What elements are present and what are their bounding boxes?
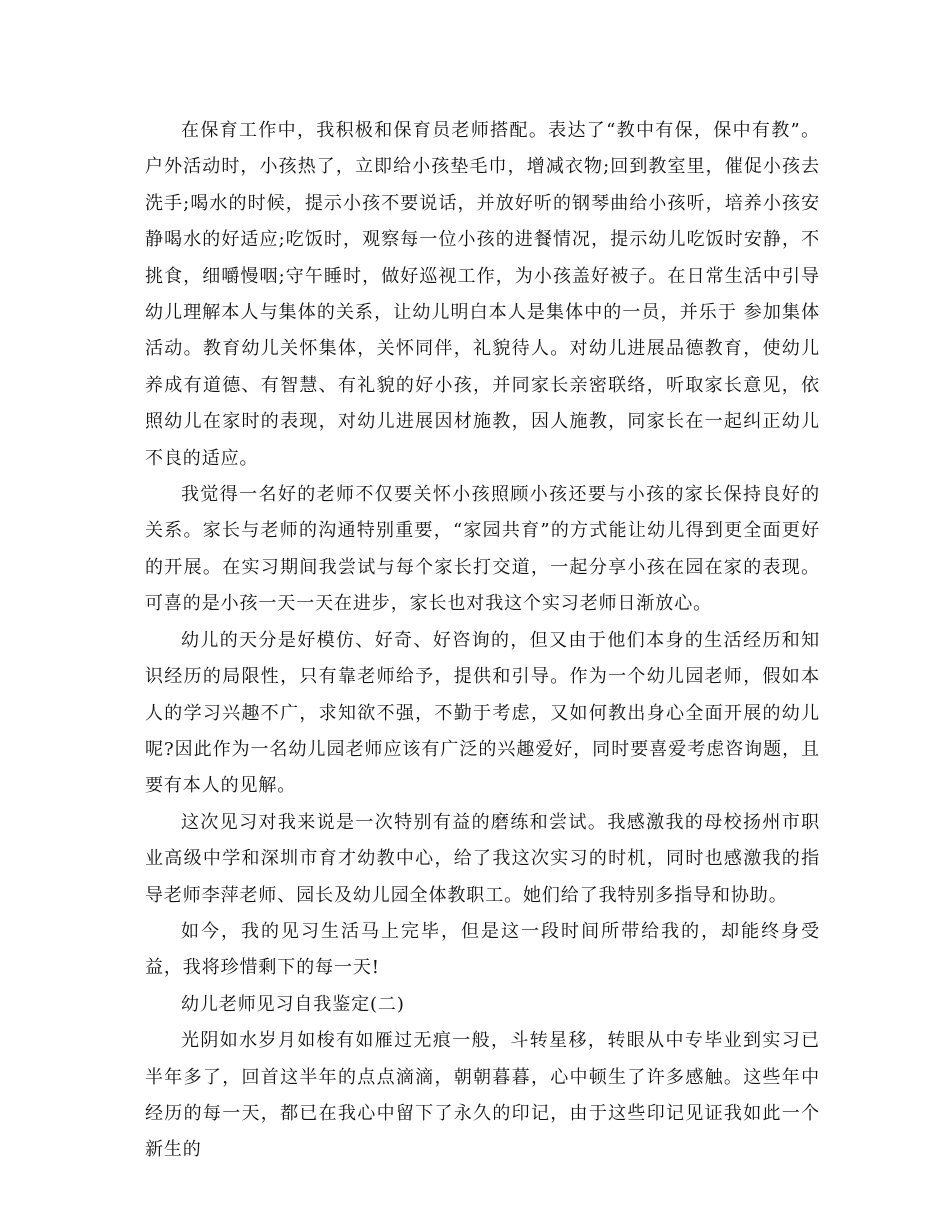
paragraph-gratitude: 这次见习对我来说是一次特别有益的磨练和尝试。我感激我的母校扬州市职业高级中学和深圳市育才幼教中心，给了我这次实习的时机，同时也感激我的指导老师李萍老师、园长及幼儿园全体教职工。她们给了我特别多指导和协助。 bbox=[145, 811, 820, 906]
paragraph-teacher-interests: 幼儿的天分是好模仿、好奇、好咨询的，但又由于他们本身的生活经历和知识经历的局限性，只有靠老师给予，提供和引导。作为一个幼儿园老师，假如本人的学习兴趣不广，求知欲不强，不勤于考虑，又如何教出身心全面开展的幼儿呢?因此作为一名幼儿园老师应该有广泛的兴趣爱好，同时要喜爱考虑咨询题，且要有本人的见解。 bbox=[145, 629, 820, 797]
paragraph-parent-communication: 我觉得一名好的老师不仅要关怀小孩照顾小孩还要与小孩的家长保持良好的关系。家长与老师的沟通特别重要，“家园共育”的方式能让幼儿得到更全面更好的开展。在实习期间我尝试与每个家长打交道，一起分享小孩在园在家的表现。可喜的是小孩一天一天在进步，家长也对我这个实习老师日渐放心。 bbox=[145, 484, 820, 615]
document-body bbox=[145, 113, 820, 1169]
section-heading: 幼儿老师见习自我鉴定(二) bbox=[181, 993, 405, 1015]
paragraph-section-two-intro: 光阴如水岁月如梭有如雁过无痕一般，斗转星移，转眼从中专毕业到实习已半年多了，回首这半年的点点滴滴，朝朝暮暮，心中顿生了许多感触。这些年中经历的每一天，都已在我心中留下了永久的印记，由于这些印记见证我如此一个新生的 bbox=[145, 1030, 820, 1161]
paragraph-closing: 如今，我的见习生活马上完毕，但是这一段时间所带给我的，却能终身受益，我将珍惜剩下的每一天! bbox=[145, 920, 820, 979]
paragraph-childcare-work: 在保育工作中，我积极和保育员老师搭配。表达了“教中有保，保中有教”。户外活动时，小孩热了，立即给小孩垫毛巾，增减衣物;回到教室里，催促小孩去洗手;喝水的时候，提示小孩不要说话，并放好听的钢琴曲给小孩听，培养小孩安静喝水的好适应;吃饭时，观察每一位小孩的进餐情况，提示幼儿吃饭时安静，不挑食，细嚼慢咽;守午睡时，做好巡视工作，为小孩盖好被子。在日常生活中引导幼儿理解本人与集体的关系，让幼儿明白本人是集体中的一员，并乐于 参加集体活动。教育幼儿关怀集体，关怀同伴，礼貌待人。对幼儿进展品德教育，使幼儿养成有道德、有智慧、有礼貌的好小孩，并同家长亲密联络，听取家长意见，依照幼儿在家时的表现，对幼儿进展因材施教，因人施教，同家长在一起纠正幼儿不良的适应。 bbox=[145, 120, 820, 469]
